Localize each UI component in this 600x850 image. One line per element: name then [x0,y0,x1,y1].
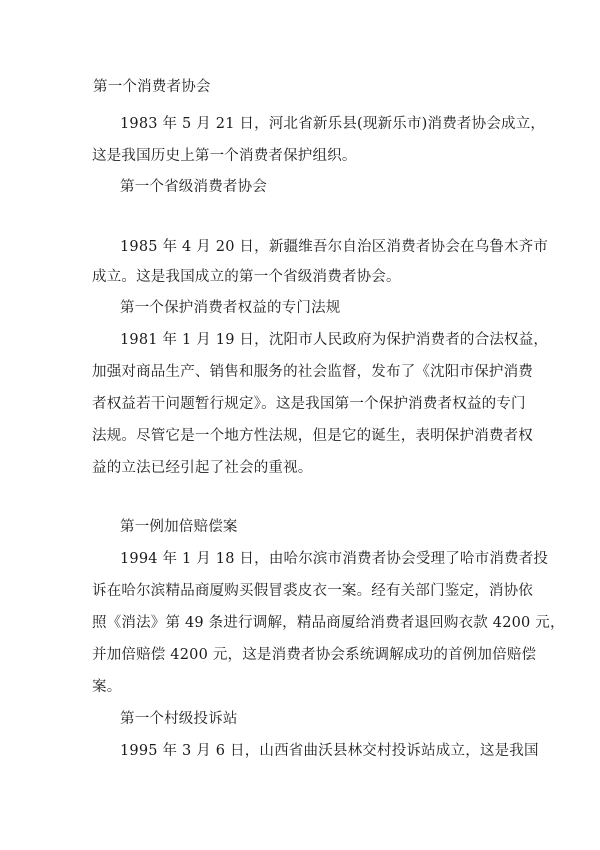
paragraph-line: 并加倍赔偿 4200 元，这是消费者协会系统调解成功的首例加倍赔偿 [92,647,537,663]
paragraph-line: 1985 年 4 月 20 日，新疆维吾尔自治区消费者协会在乌鲁木齐市 [120,239,549,255]
section-heading: 第一个保护消费者权益的专门法规 [120,300,341,316]
section-heading: 第一个消费者协会 [93,79,211,95]
section-heading: 第一个村级投诉站 [120,711,238,727]
paragraph-line: 这是我国历史上第一个消费者保护组织。 [92,148,357,164]
section-heading: 第一例加倍赔偿案 [120,519,238,535]
paragraph-line: 法规。尽管它是一个地方性法规，但是它的诞生，表明保护消费者权 [92,428,533,444]
paragraph-line: 案。 [92,679,122,695]
paragraph-line: 益的立法已经引起了社会的重视。 [92,460,313,476]
section-heading: 第一个省级消费者协会 [120,179,267,195]
paragraph-line: 1983 年 5 月 21 日，河北省新乐县(现新乐市)消费者协会成立， [120,116,546,132]
paragraph-line: 成立。这是我国成立的第一个省级消费者协会。 [92,269,401,285]
paragraph-line: 加强对商品生产、销售和服务的社会监督，发布了《沈阳市保护消费 [92,364,533,380]
paragraph-line: 1981 年 1 月 19 日，沈阳市人民政府为保护消费者的合法权益， [120,332,549,348]
paragraph-line: 1994 年 1 月 18 日，由哈尔滨市消费者协会受理了哈市消费者投 [120,551,549,567]
paragraph-line: 1995 年 3 月 6 日，山西省曲沃县林交村投诉站成立，这是我国 [120,743,539,759]
paragraph-line: 诉在哈尔滨精品商厦购买假冒裘皮衣一案。经有关部门鉴定，消协依 [92,583,533,599]
paragraph-line: 者权益若干问题暂行规定》。这是我国第一个保护消费者权益的专门 [92,396,526,412]
paragraph-line: 照《消法》第 49 条进行调解，精品商厦给消费者退回购衣款 4200 元， [92,615,565,631]
